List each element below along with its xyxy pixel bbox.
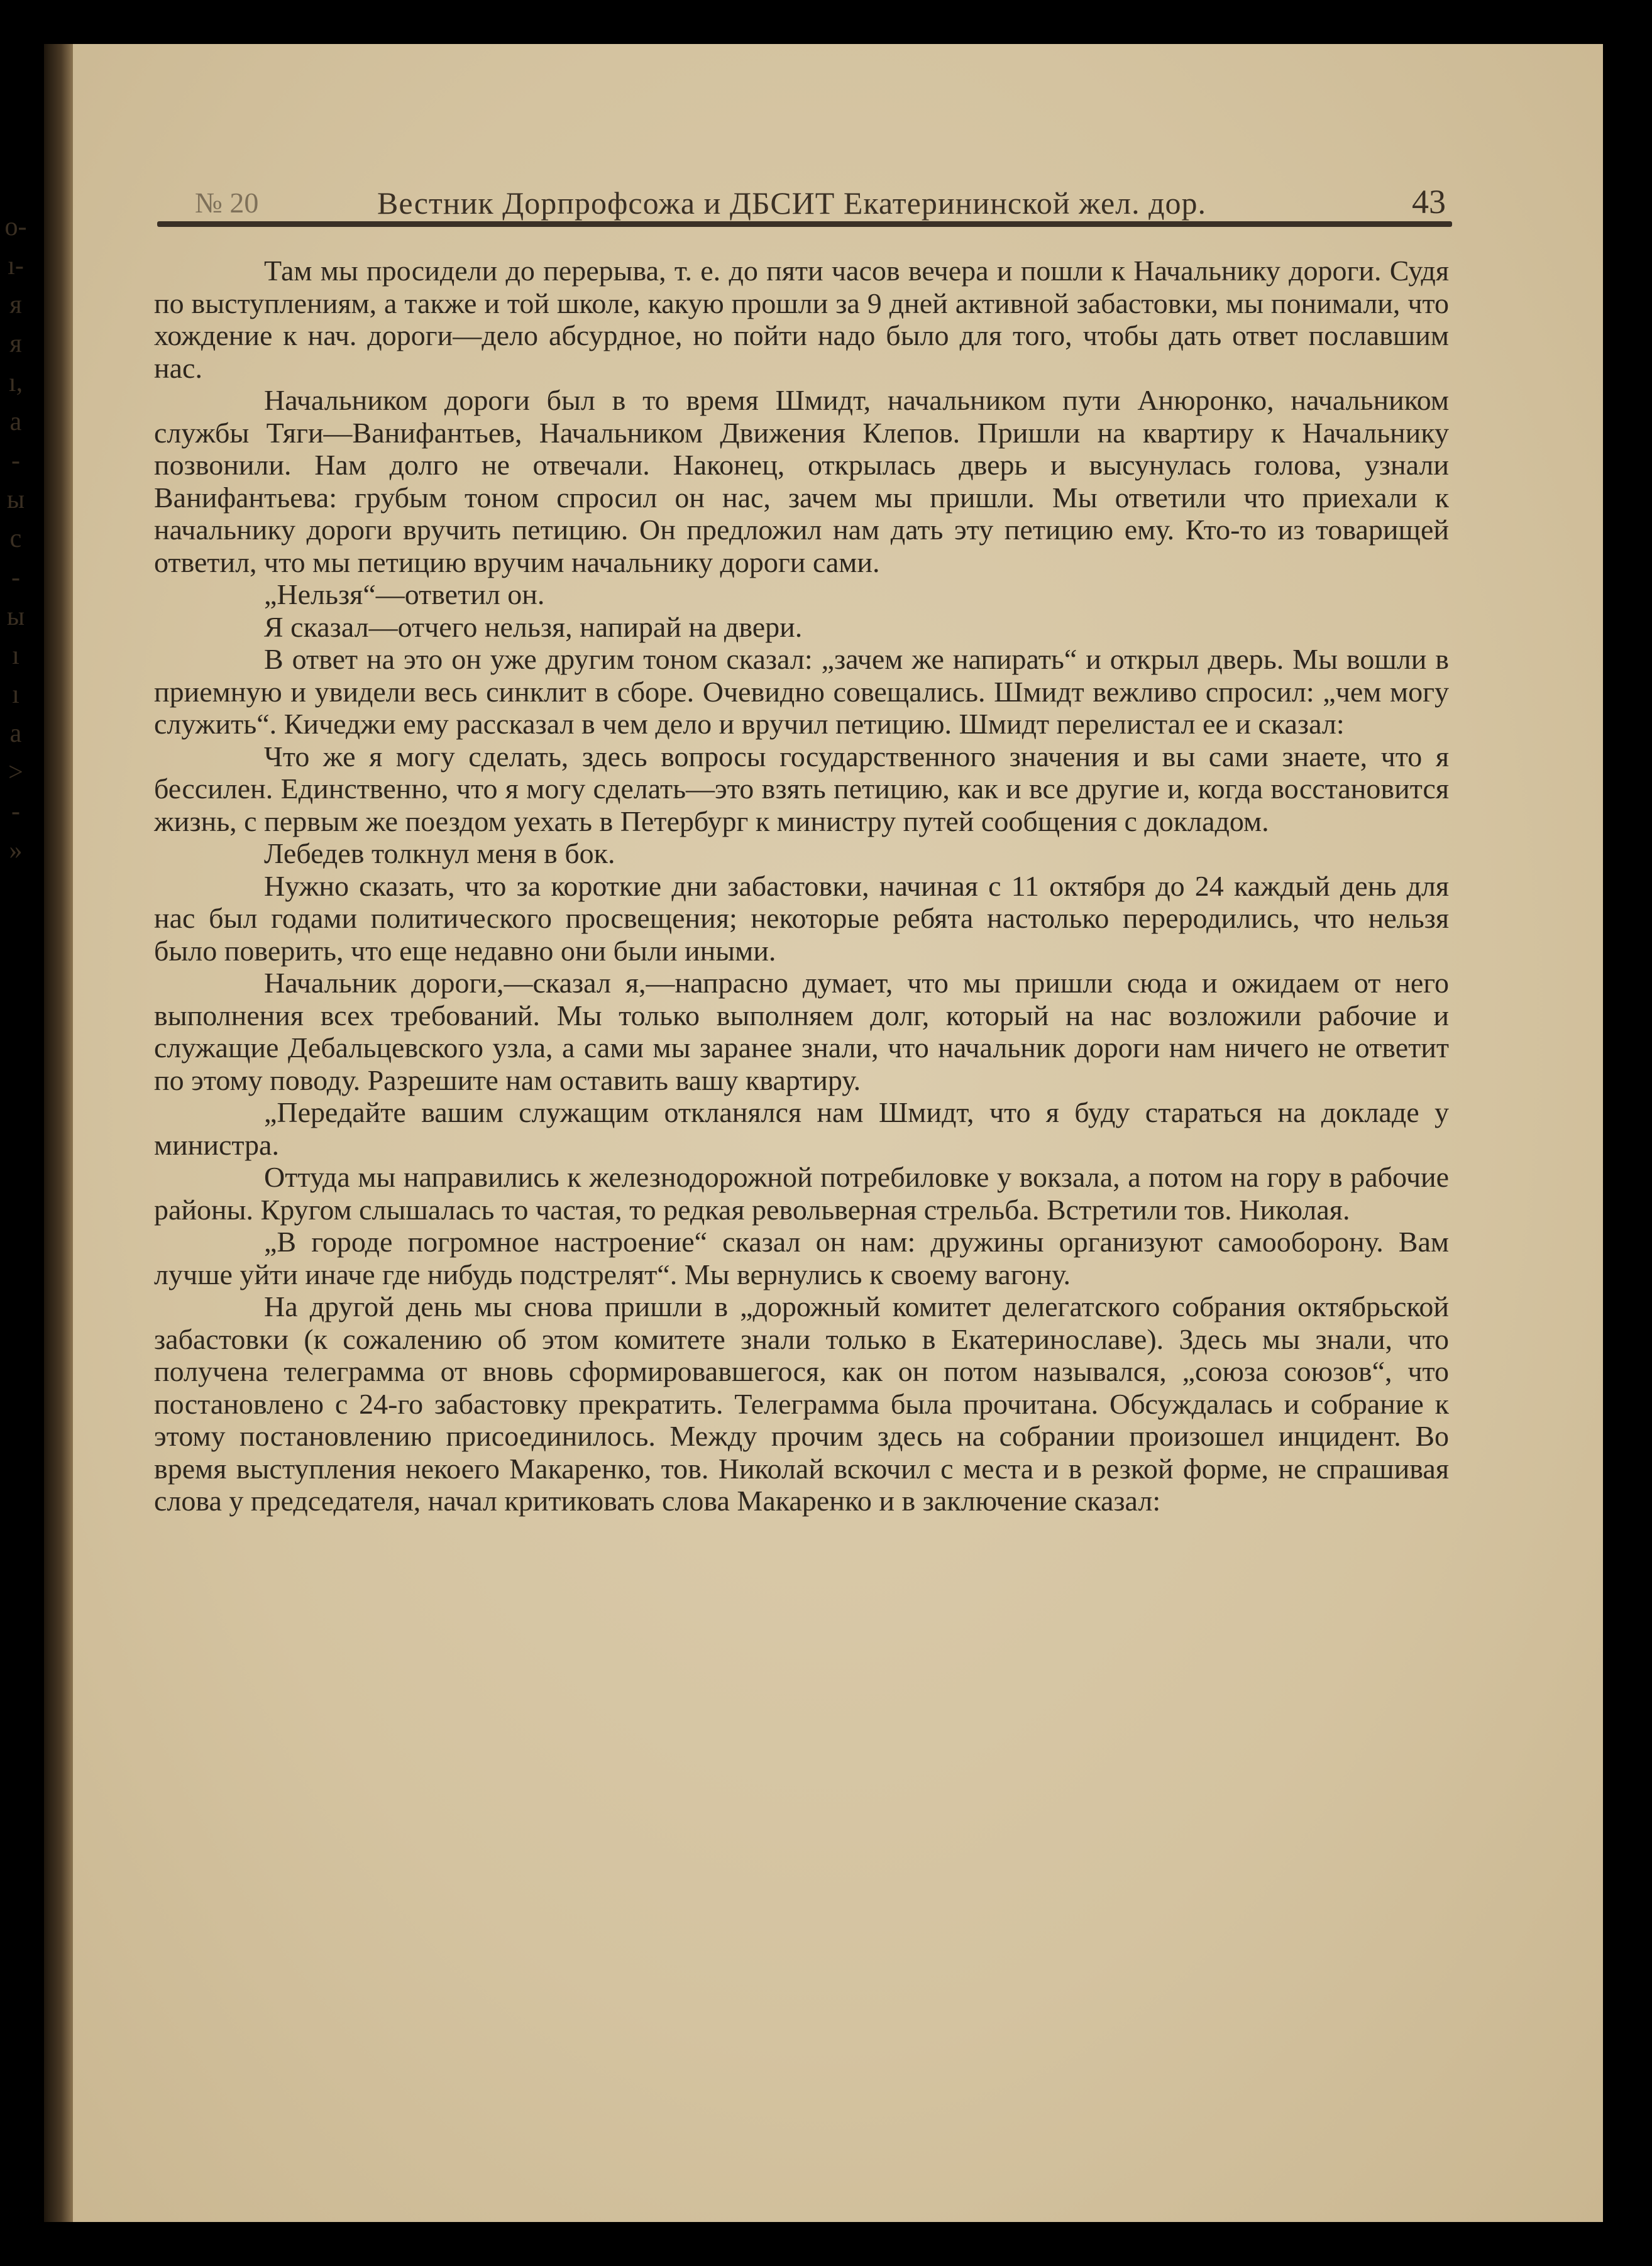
adjacent-page-margin (0, 207, 31, 870)
issue-number: № 20 (195, 187, 259, 219)
margin-fragment: > (8, 758, 23, 787)
margin-fragment: я (9, 329, 22, 358)
article-body (154, 255, 1449, 1517)
margin-fragment: - (11, 446, 20, 475)
journal-title: Вестник Дорпрофсожа и ДБСИТ Екатерининской жел. дор. (377, 185, 1207, 221)
paragraph: Начальником дороги был в то время Шмидт, начальником пути Анюронко, начальником службы Тяги—Ванифантьев, Начальником Движения Клепов. Пришли на квартиру к Начальнику позвонили. Нам долго не отвечали. Наконец, открылась дверь и высунулась голова, узнали Ванифантьева: грубым тоном спросил он нас, зачем мы пришли. Мы ответили что приехали к начальнику дороги вручить петицию. Он предложил нам дать эту петицию ему. Кто-то из товарищей ответил, что мы петицию вручим начальнику дороги сами. (154, 384, 1449, 578)
margin-fragment: с (9, 524, 22, 553)
paragraph: На другой день мы снова пришли в „дорожный комитет делегатского собрания октябрьской забастовки (к сожалению об этом комитете знали только в Екатеринославе). Здесь мы знали, что получена телеграмма от вновь сформировавшегося, как он потом назывался, „союза союзов“, что постановлено с 24-го забастовку прекратить. Телеграмма была прочитана. Обсуждалась и собрание к этому постановлению присоединилось. Между прочим здесь на собрании произошел инцидент. Во время выступления некоего Макаренко, тов. Николай вскочил с места и в резкой форме, не спрашивая слова у председателя, начал критиковать слова Макаренко и в заключение сказал: (154, 1290, 1449, 1517)
header-rule (157, 221, 1452, 227)
paragraph: „В городе погромное настроение“ сказал он нам: дружины организуют самооборону. Вам лучше уйти иначе где нибудь подстрелят“. Мы вернулись к своему вагону. (154, 1226, 1449, 1290)
paragraph: В ответ на это он уже другим тоном сказал: „зачем же напирать“ и открыл дверь. Мы вошли в приемную и увидели весь синклит в сборе. Очевидно совещались. Шмидт вежливо спросил: „чем могу служить“. Кичеджи ему рассказал в чем дело и вручил петицию. Шмидт перелистал ее и сказал: (154, 643, 1449, 740)
paragraph: Лебедев толкнул меня в бок. (264, 837, 615, 869)
margin-fragment: - (11, 563, 20, 592)
margin-fragment: а (9, 719, 22, 748)
paragraph: Начальник дороги,—сказал я,—напрасно думает, что мы пришли сюда и ожидаем от него выполнения всех требований. Мы только выполняем долг, который на нас возложили рабочие и служащие Дебальцевского узла, а сами мы заранее знали, что начальник дороги нам ничего не ответит по этому поводу. Разрешите нам оставить вашу квартиру. (154, 967, 1449, 1096)
margin-fragment: ı- (8, 251, 24, 280)
paragraph: Нужно сказать, что за короткие дни забастовки, начиная с 11 октября до 24 каждый день для нас был годами политического просвещения; некоторые ребята настолько переродились, что нельзя было поверить, что еще недавно они были иными. (154, 869, 1449, 967)
margin-fragment: я (9, 290, 22, 319)
margin-fragment: » (9, 836, 23, 865)
book-spine-shadow (44, 44, 73, 2222)
margin-fragment: ы (6, 485, 25, 514)
paragraph: Я сказал—отчего нельзя, напирай на двери. (264, 610, 803, 643)
paragraph: Оттуда мы направились к железнодорожной потребиловке у вокзала, а потом на гору в рабочие районы. Кругом слышалась то частая, то редкая револьверная стрельба. Встретили тов. Николая. (154, 1161, 1449, 1226)
margin-fragment: ı, (8, 368, 23, 397)
margin-fragment: ı (12, 680, 19, 709)
paragraph: „Передайте вашим служащим откланялся нам Шмидт, что я буду стараться на докладе у министра. (154, 1096, 1449, 1161)
paragraph: Что же я могу сделать, здесь вопросы государственного значения и вы сами знаете, что я бессилен. Единственно, что я могу сделать—это взять петицию, как и все другие и, когда восстановится жизнь, с первым же поездом уехать в Петербург к министру путей сообщения с докладом. (154, 740, 1449, 837)
paragraph: „Нельзя“—ответил он. (264, 578, 545, 610)
page-number: 43 (1412, 183, 1446, 221)
paragraph: Там мы просидели до перерыва, т. е. до пяти часов вечера и пошли к Начальнику дороги. Судя по выступлениям, а также и той школе, какую прошли за 9 дней активной забастовки, мы понимали, что хождение к нач. дороги—дело абсурдное, но пойти надо было для того, чтобы дать ответ пославшим нас. (154, 255, 1449, 384)
margin-fragment: ы (6, 602, 25, 631)
margin-fragment: о- (4, 212, 27, 241)
margin-fragment: ı (12, 641, 19, 670)
margin-fragment: а (9, 407, 22, 436)
margin-fragment: - (11, 797, 20, 826)
